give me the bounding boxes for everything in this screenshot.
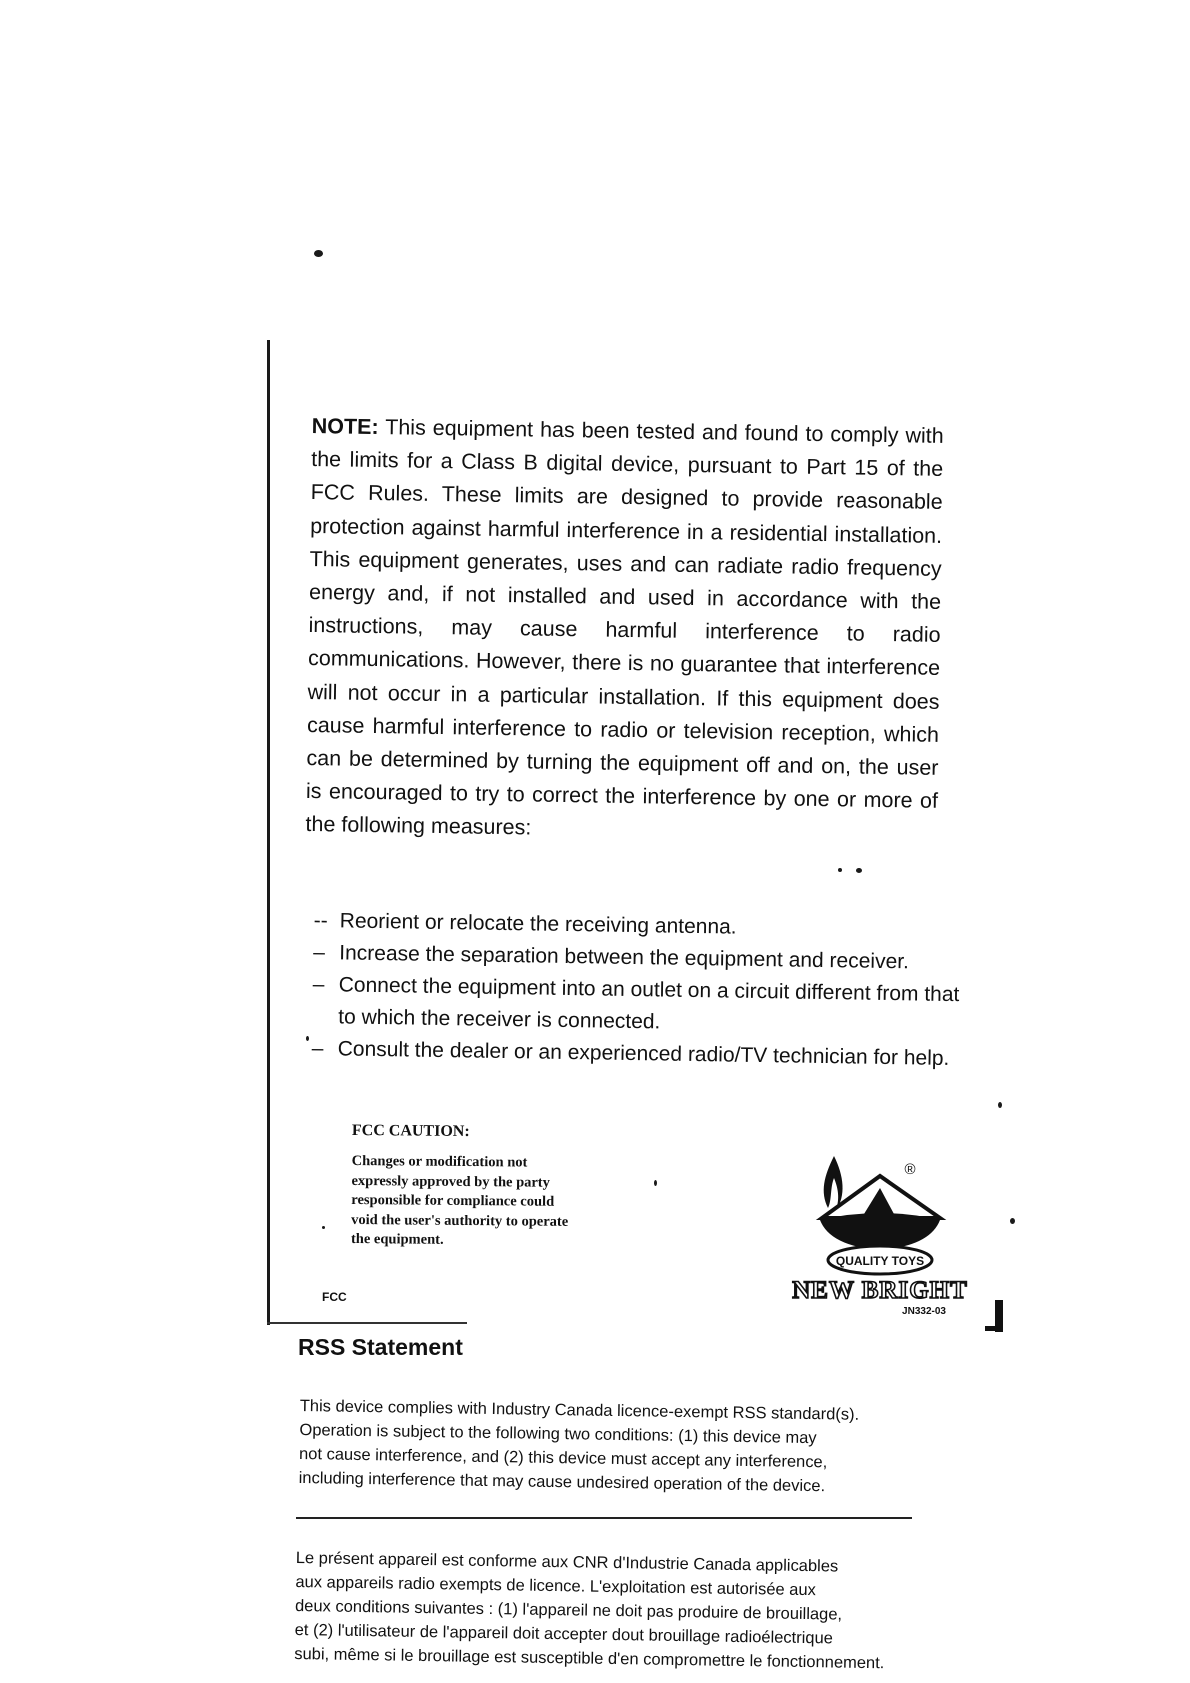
fcc-caution-title: FCC CAUTION: [351,1122,470,1141]
rss-french-line: aux appareils radio exempts de licence. L'exploitation est autorisée aux [295,1572,816,1600]
fcc-note-paragraph [305,410,944,852]
list-dash: – [311,1036,324,1061]
list-item-text: Reorient or relocate the receiving antenna. [339,909,737,939]
rss-heading: RSS Statement [298,1334,463,1360]
rss-french-line: subi, même si le brouillage est susceptible d'en compromettre le fonctionnement. [294,1644,885,1673]
rss-french-line: et (2) l'utilisateur de l'appareil doit accepter dout brouillage radioélectrique [294,1620,834,1648]
corner-mark-foot [985,1326,1003,1331]
rss-divider [296,1517,912,1519]
scan-speck [314,250,323,257]
list-dash: – [312,972,325,997]
rss-english-line: Operation is subject to the following two conditions: (1) this device may [299,1420,817,1448]
measures-list [311,905,973,1075]
rss-french-text [294,1546,976,1677]
note-lead: NOTE: [311,413,379,440]
rss-french-line: deux conditions suivantes : (1) l'appareil ne doit pas produire de brouillage, [294,1596,843,1624]
scan-speck [1010,1218,1015,1224]
rss-english-line: This device complies with Industry Canada licence-exempt RSS standard(s). [299,1396,860,1424]
list-item-text: Increase the separation between the equipment and receiver. [339,941,910,974]
logo-flame-icon [824,1156,843,1210]
list-item-text: Consult the dealer or an experienced radio/TV technician for help. [337,1037,950,1070]
list-item [312,969,973,1043]
scan-speck [838,868,842,872]
scan-speck [998,1102,1002,1108]
section-rule [267,1322,467,1324]
logo-badge-text: QUALITY TOYS [835,1254,925,1268]
scan-speck [654,1180,657,1186]
scan-speck [856,868,862,873]
fcc-mark: FCC [322,1290,347,1304]
logo-brand-text: NEW BRIGHT [792,1277,968,1304]
scan-speck [322,1226,325,1229]
scan-speck [306,1036,309,1041]
logo-code-text: JN332-03 [902,1306,946,1317]
logo-registered-mark: ® [904,1161,916,1178]
new-bright-logo [790,1148,970,1318]
rss-english-line: not cause interference, and (2) this device must accept any interference, [298,1444,828,1472]
rss-english-line: including interference that may cause undesired operation of the device. [298,1468,826,1496]
list-item-text: Connect the equipment into an outlet on a circuit different from that to which the receiver is connected. [338,973,960,1034]
fcc-caution-block [351,1122,592,1252]
rss-english-text [298,1394,939,1500]
rss-french-line: Le présent appareil est conforme aux CNR d'Industrie Canada applicables [295,1548,839,1576]
list-dash: – [313,940,326,965]
note-body: This equipment has been tested and found to comply with the limits for a Class B digital device, pursuant to Part 15 of the FCC Rules. These limits are designed to provide reasonable protection against harmful interference in a residential installation. This equipment generates, uses and can radiate radio frequency energy and, if not installed and used in accordance with the instructions, may cause harmful interference to radio communications. However, there is no guarantee that interference will not occur in a particular installation. If this equipment does cause harmful interference to radio or television reception, which can be determined by turning the equipment off and on, the user is encouraged to try to correct the interference by one or more of the following measures: [305,415,944,840]
left-margin-rule [267,340,270,1325]
fcc-caution-body: Changes or modification not expressly approved by the party responsible for compliance could void the user's authority to operate the equipment. [350,1152,569,1248]
list-dash: -- [313,908,328,933]
